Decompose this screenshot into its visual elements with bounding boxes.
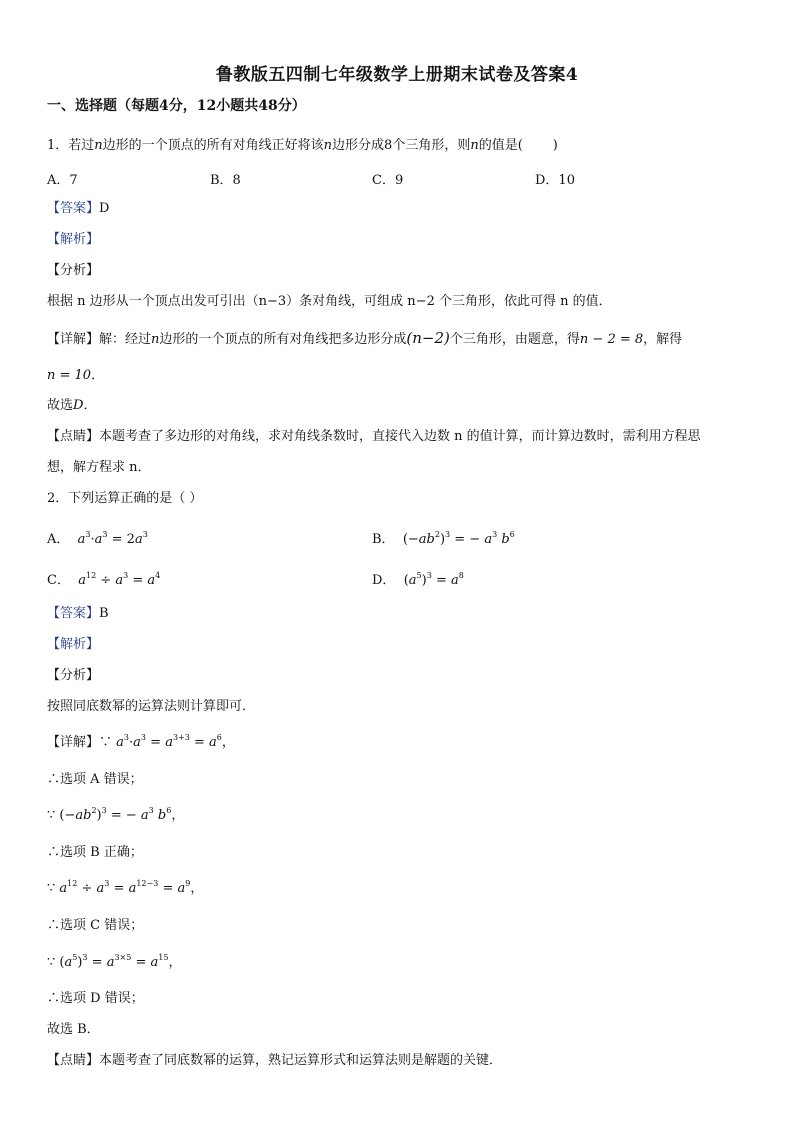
var-n: n	[470, 138, 479, 153]
detail-tag: 【详解】	[47, 332, 100, 347]
detail-tag: 【详解】	[47, 735, 100, 750]
q2-c-wrong: ∴选项 C 错误；	[47, 918, 144, 933]
q2-detail-c: ∵ $a^{12} \div a^3 = a^{12-3} = a^9$，	[47, 879, 204, 896]
choose-text: 故选	[47, 398, 74, 413]
q1-stem-text: 边形的一个顶点的所有对角线正好将该	[102, 138, 324, 153]
var-n: n	[94, 138, 103, 153]
remark-text: 本题考查了同底数幂的运算，熟记运算形式和运算法则是解题的关键．	[99, 1053, 503, 1068]
option-label: B．	[372, 532, 395, 547]
option-label: A．	[47, 532, 70, 547]
q1-option-d: D．10	[535, 173, 575, 188]
q2-answer	[47, 606, 109, 622]
math-equation: n − 2 = 8	[579, 332, 644, 347]
answer-value: D	[99, 201, 110, 216]
remark-text: 本题考查了多边形的对角线，求对角线条数时，直接代入边数 n 的值计算，而计算边数时，需利用方程思	[99, 429, 701, 444]
detail-text: 边形的一个顶点的所有对角线把多边形分成	[159, 332, 407, 347]
q1-answer	[47, 201, 109, 217]
q2-analysis: 按照同底数幂的运算法则计算即可．	[47, 699, 256, 714]
punctuation: ．	[91, 368, 105, 383]
math-equation: n = 10	[47, 368, 92, 383]
q2-b-right: ∴选项 B 正确；	[47, 845, 143, 860]
q2-stem: 2．下列运算正确的是（ ）	[47, 491, 203, 506]
remark-tag: 【点睛】	[47, 1053, 100, 1068]
q2-remark	[47, 1053, 502, 1069]
q2-choose: 故选 B．	[47, 1022, 100, 1037]
q2-detail-d: ∵ $(a^5)^3 = a^{3\times 5} = a^{15}$，	[47, 953, 182, 970]
q1-stem-text: 的值是(	[478, 138, 523, 153]
q1-stem	[47, 138, 558, 154]
q1-stem-text: 边形分成8个三角形，则	[332, 138, 471, 153]
detail-text: 解：经过	[99, 332, 152, 347]
var-n: n	[151, 332, 160, 347]
var-n: n	[323, 138, 333, 153]
q2-detail-b: ∵ $(-ab^2)^3$ = − $a^3$ $b^6$，	[47, 806, 185, 823]
q2-option-a: A． $a^3\cdot a^3 = 2a^3$	[47, 530, 148, 547]
answer-value: B	[99, 606, 109, 621]
q2-fenxi-tag: 【分析】	[47, 668, 100, 683]
q2-d-wrong: ∴选项 D 错误；	[47, 991, 144, 1006]
choose-value: D	[73, 398, 84, 413]
page-title: 鲁教版五四制七年级数学上册期末试卷及答案4	[215, 65, 579, 85]
option-label: C．	[47, 573, 70, 588]
q1-stem-text: 1．若过	[47, 138, 95, 153]
punctuation: ．	[83, 398, 97, 413]
math-expr: (n−2)	[406, 329, 450, 347]
q1-remark-cont: 想，解方程求 n．	[47, 460, 151, 475]
q1-jiexi-tag: 【解析】	[47, 232, 100, 247]
q1-remark	[47, 429, 701, 445]
q1-option-b: B．8	[210, 173, 241, 188]
q1-fenxi-tag: 【分析】	[47, 263, 100, 278]
q2-a-wrong: ∴选项 A 错误；	[47, 772, 143, 787]
section-heading: 一、选择题（每题4分，12小题共48分）	[47, 98, 306, 114]
q1-option-c: C．9	[372, 173, 404, 188]
detail-text: 个三角形，由题意，得	[449, 332, 580, 347]
remark-tag: 【点睛】	[47, 429, 100, 444]
q1-analysis: 根据 n 边形从一个顶点出发可引出（n−3）条对角线，可组成 n−2 个三角形，依此可得 n 的值．	[47, 294, 612, 309]
q2-option-b: B． $(-ab^2)^3$ = − $a^3$ $b^6$	[372, 530, 515, 547]
answer-tag: 【答案】	[47, 606, 100, 621]
option-label: D．	[372, 573, 396, 588]
q2-detail-a: 【详解】∵ $a^3\cdot a^3 = a^{3+3} = a^6$，	[47, 733, 235, 750]
q1-detail-result	[47, 368, 104, 384]
q1-detail	[47, 330, 682, 348]
q1-choose	[47, 398, 96, 414]
detail-text: ，解得	[643, 332, 683, 347]
q1-stem-text: )	[552, 138, 558, 153]
q2-option-c: C． $a^{12} \div a^3 = a^4$	[47, 571, 161, 588]
q2-option-d: D． $(a^5)^3 = a^8$	[372, 571, 464, 588]
answer-tag: 【答案】	[47, 201, 100, 216]
q1-option-a: A．7	[47, 173, 78, 188]
q2-jiexi-tag: 【解析】	[47, 637, 100, 652]
